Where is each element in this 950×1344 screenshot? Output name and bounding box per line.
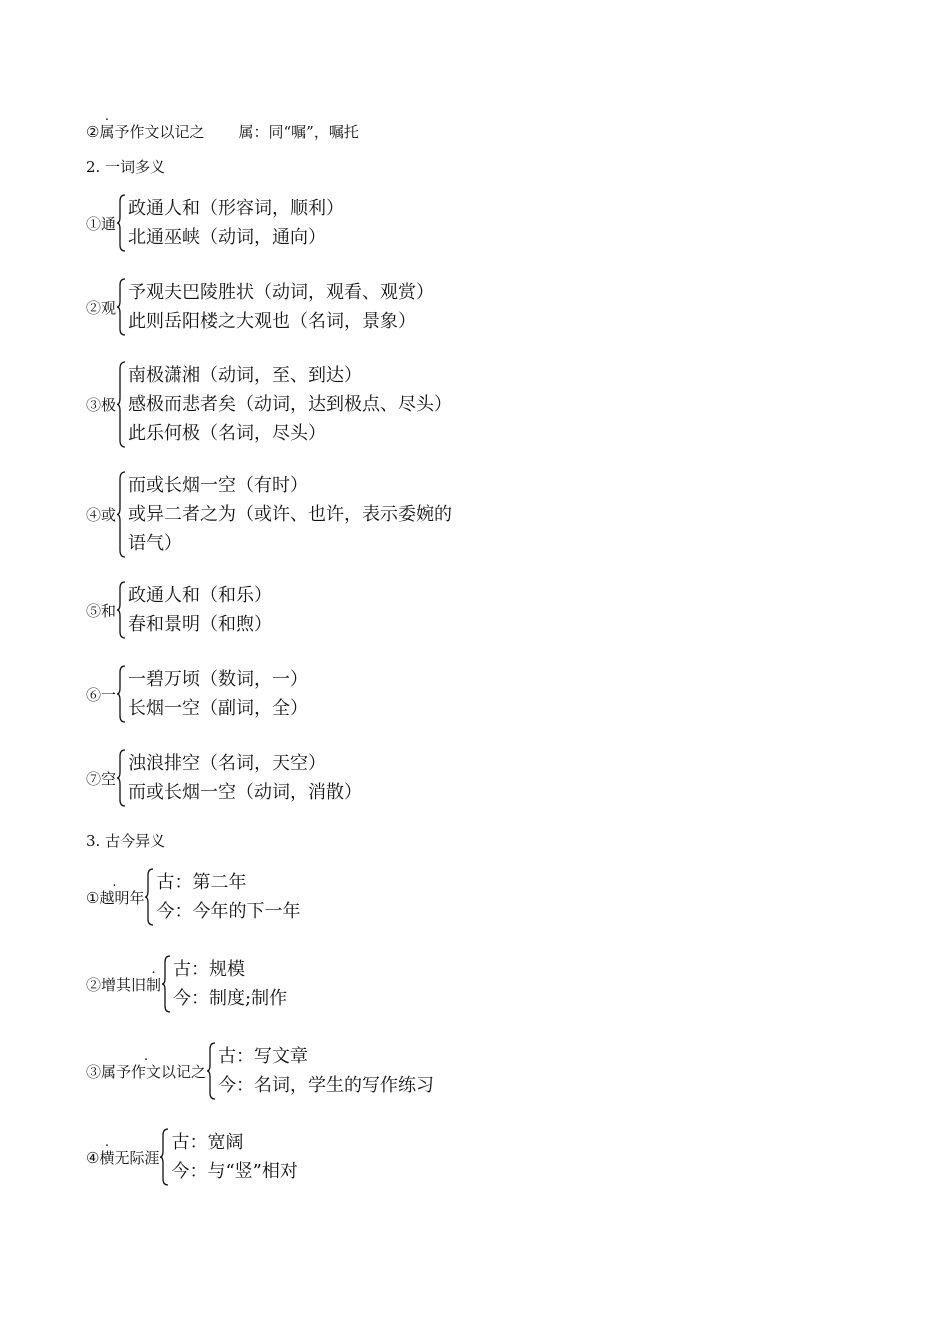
ancient-meaning: 古：宽阔 bbox=[171, 1132, 244, 1153]
polysemy-item: 或异二者之为（或许、也许，表示委婉的语气） bbox=[128, 504, 453, 554]
polysemy-label: ⑥一 bbox=[86, 685, 117, 704]
curly-brace-icon bbox=[117, 194, 126, 252]
polysemy-item: 予观夫巴陵胜状（动词，观看、观赏） bbox=[128, 282, 435, 303]
curly-brace-icon bbox=[117, 581, 126, 639]
polysemy-item: 北通巫峡（动词，通向） bbox=[128, 227, 327, 248]
top-note-prefix: ② bbox=[86, 123, 100, 141]
modern-meaning: 今：今年的下一年 bbox=[156, 901, 301, 922]
modern-meaning: 今：与“竖”相对 bbox=[171, 1161, 298, 1182]
modern-meaning: 今：制度;制作 bbox=[173, 988, 288, 1009]
polysemy-group-kong bbox=[86, 749, 362, 807]
polysemy-item: 而或长烟一空（动词，消散） bbox=[128, 782, 363, 803]
ancient-meaning: 古：第二年 bbox=[156, 872, 247, 893]
curly-brace-icon bbox=[117, 361, 126, 448]
polysemy-item: 此则岳阳楼之大观也（名词，景象） bbox=[128, 311, 417, 332]
polysemy-group-tong bbox=[86, 194, 344, 252]
polysemy-label: ③极 bbox=[86, 396, 117, 414]
ancient-modern-phrase: ②增其旧制 bbox=[86, 975, 162, 994]
polysemy-group-he bbox=[86, 581, 272, 639]
curly-brace-icon bbox=[145, 868, 154, 926]
polysemy-label: ⑤和 bbox=[86, 601, 117, 620]
section-3-title: 3. 古今异义 bbox=[86, 832, 166, 850]
polysemy-item: 浊浪排空（名词，天空） bbox=[128, 753, 327, 774]
ancient-modern-group-1 bbox=[86, 868, 300, 926]
polysemy-item: 此乐何极（名词，尽头） bbox=[128, 423, 327, 444]
ancient-modern-phrase: ③属予作文以记之 bbox=[86, 1062, 207, 1081]
curly-brace-icon bbox=[207, 1042, 216, 1100]
polysemy-item: 春和景明（和煦） bbox=[128, 614, 273, 635]
polysemy-item: 感极而悲者矣（动词，达到极点、尽头） bbox=[128, 394, 453, 415]
curly-brace-icon bbox=[117, 665, 126, 723]
ancient-modern-group-3 bbox=[86, 1042, 434, 1100]
ancient-modern-phrase: ④横无际涯 bbox=[86, 1148, 160, 1167]
polysemy-item: 政通人和（和乐） bbox=[128, 585, 273, 606]
top-note-rest: 予作文以记之 bbox=[114, 123, 205, 141]
ancient-meaning: 古：规模 bbox=[173, 959, 246, 980]
curly-brace-icon bbox=[117, 278, 126, 336]
polysemy-item: 一碧万顷（数词，一） bbox=[128, 669, 309, 690]
polysemy-item: 南极潇湘（动词，至、到达） bbox=[128, 365, 363, 386]
top-note-dotted-char: 属 bbox=[99, 123, 115, 141]
polysemy-label: ①通 bbox=[86, 214, 117, 233]
curly-brace-icon bbox=[117, 471, 126, 558]
curly-brace-icon bbox=[160, 1128, 169, 1186]
top-note-annotation: 属：同“嘱”，嘱托 bbox=[238, 123, 359, 141]
polysemy-label: ②观 bbox=[86, 298, 117, 317]
polysemy-group-huo bbox=[86, 471, 458, 558]
curly-brace-icon bbox=[117, 749, 126, 807]
ancient-modern-group-4 bbox=[86, 1128, 298, 1186]
ancient-meaning: 古：写文章 bbox=[218, 1046, 309, 1067]
polysemy-item: 而或长烟一空（有时） bbox=[128, 475, 309, 496]
ancient-modern-phrase: ①越明年 bbox=[86, 888, 145, 907]
top-note bbox=[86, 121, 359, 142]
polysemy-group-ji bbox=[86, 361, 452, 448]
modern-meaning: 今：名词，学生的写作练习 bbox=[218, 1075, 435, 1096]
section-2-title: 2. 一词多义 bbox=[86, 158, 166, 176]
polysemy-item: 政通人和（形容词，顺利） bbox=[128, 198, 345, 219]
polysemy-item: 长烟一空（副词，全） bbox=[128, 698, 309, 719]
polysemy-label: ⑦空 bbox=[86, 769, 117, 788]
curly-brace-icon bbox=[162, 955, 171, 1013]
polysemy-label: ④或 bbox=[86, 506, 117, 524]
polysemy-group-yi bbox=[86, 665, 308, 723]
ancient-modern-group-2 bbox=[86, 955, 287, 1013]
polysemy-group-guan bbox=[86, 278, 434, 336]
